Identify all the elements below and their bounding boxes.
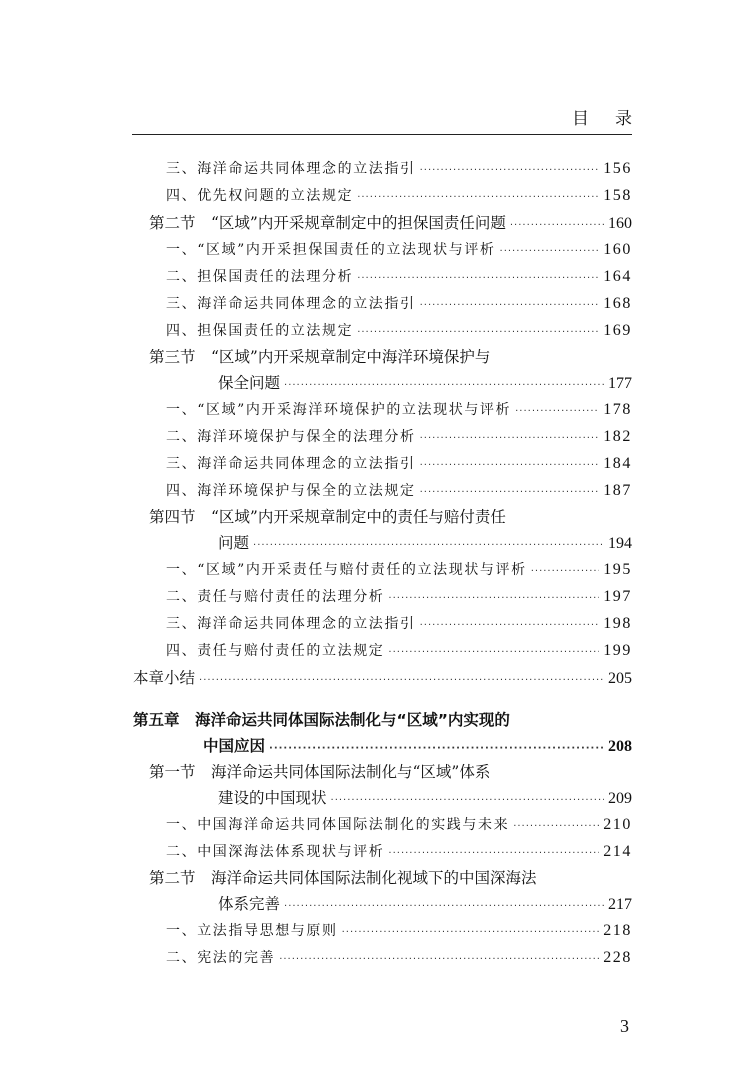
- toc-entry-chapter-line1[interactable]: 第五章 海洋命运共同体国际法制化与“区域”内实现的: [133, 711, 510, 729]
- dot-leader: [388, 641, 599, 665]
- toc-entry-page: 156: [603, 160, 632, 177]
- toc-entry-page: 160: [608, 215, 632, 232]
- toc-entry-title: 四、担保国责任的立法规定: [166, 323, 354, 339]
- dot-leader: [342, 921, 600, 945]
- toc-entry-page: 178: [603, 401, 632, 418]
- dot-leader: [420, 614, 600, 638]
- toc-entry[interactable]: [166, 840, 632, 864]
- toc-entry-title: 四、优先权问题的立法规定: [166, 188, 354, 204]
- toc-entry-section-line1[interactable]: 第四节 “区域”内开采规章制定中的责任与赔付责任: [149, 508, 506, 526]
- dot-leader: [253, 534, 604, 558]
- toc-entry[interactable]: [166, 238, 632, 262]
- toc-entry-page: 218: [603, 922, 632, 939]
- toc-entry-page: 198: [603, 615, 632, 632]
- toc-entry[interactable]: [166, 585, 632, 609]
- toc-entry-title: 一、“区域”内开采担保国责任的立法现状与评析: [166, 242, 496, 258]
- toc-entry-title: 一、立法指导思想与原则: [166, 923, 338, 939]
- dot-leader: [420, 427, 600, 451]
- dot-leader: [531, 560, 599, 584]
- toc-entry-page: 177: [608, 375, 632, 392]
- toc-entry-summary[interactable]: [133, 666, 632, 690]
- dot-leader: [284, 374, 604, 398]
- dot-leader: [513, 815, 599, 839]
- dot-leader: [388, 587, 599, 611]
- toc-entry-title: 二、海洋环境保护与保全的法理分析: [166, 429, 416, 445]
- running-header-title: 目录: [572, 109, 658, 129]
- dot-leader: [515, 400, 599, 424]
- dot-leader: [269, 737, 604, 761]
- toc-entry-section-line2[interactable]: [218, 786, 632, 810]
- toc-entry-title: 一、“区域”内开采海洋环境保护的立法现状与评析: [166, 402, 512, 418]
- toc-entry-section-line1[interactable]: 第三节 “区域”内开采规章制定中海洋环境保护与: [149, 348, 491, 366]
- toc-entry-chapter-line2[interactable]: [203, 734, 632, 758]
- toc-entry[interactable]: [166, 452, 632, 476]
- toc-entry[interactable]: [166, 425, 632, 449]
- toc-entry[interactable]: [166, 184, 632, 208]
- toc-entry-title: 问题: [218, 534, 250, 552]
- toc-entry-page: 184: [603, 455, 632, 472]
- toc-entry[interactable]: [166, 398, 632, 422]
- toc-entry-title: 四、责任与赔付责任的立法规定: [166, 643, 385, 659]
- toc-entry-page: 164: [603, 268, 632, 285]
- dot-leader: [357, 321, 599, 345]
- dot-leader: [420, 481, 600, 505]
- toc-entry-title: 二、中国深海法体系现状与评析: [166, 844, 385, 860]
- toc-entry-page: 194: [608, 535, 632, 552]
- dot-leader: [388, 842, 599, 866]
- toc-entry-section-line1[interactable]: 第二节 海洋命运共同体国际法制化视域下的中国深海法: [149, 869, 537, 887]
- dot-leader: [284, 895, 604, 919]
- toc-entry-title: 二、宪法的完善: [166, 950, 276, 966]
- dot-leader: [331, 789, 604, 813]
- toc-entry-page: 205: [608, 670, 632, 687]
- toc-entry-page: 214: [603, 843, 632, 860]
- toc-entry-page: 158: [603, 187, 632, 204]
- dot-leader: [357, 186, 599, 210]
- toc-entry-title: 一、中国海洋命运共同体国际法制化的实践与未来: [166, 817, 510, 833]
- toc-entry-title: 三、海洋命运共同体理念的立法指引: [166, 296, 416, 312]
- toc-entry-title: 第二节 “区域”内开采规章制定中的担保国责任问题: [149, 214, 506, 232]
- toc-entry[interactable]: [166, 157, 632, 181]
- page-number: 3: [620, 1016, 629, 1036]
- toc-entry[interactable]: [166, 479, 632, 503]
- toc-entry-page: 182: [603, 428, 632, 445]
- toc-entry-title: 本章小结: [133, 669, 196, 687]
- dot-leader: [279, 948, 599, 972]
- toc-entry-section-line2[interactable]: [218, 892, 632, 916]
- dot-leader: [199, 669, 604, 693]
- toc-entry-section-line2[interactable]: [218, 531, 632, 555]
- toc-entry-page: 228: [603, 949, 632, 966]
- toc-entry[interactable]: [166, 813, 632, 837]
- toc-entry-page: 209: [608, 790, 632, 807]
- toc-entry-section-line1[interactable]: 第一节 海洋命运共同体国际法制化与“区域”体系: [149, 763, 491, 781]
- dot-leader: [357, 267, 599, 291]
- dot-leader: [420, 454, 600, 478]
- toc-entry[interactable]: [166, 612, 632, 636]
- toc-entry-title: 一、“区域”内开采责任与赔付责任的立法现状与评析: [166, 562, 527, 578]
- toc-entry-section-line2[interactable]: [218, 371, 632, 395]
- dot-leader: [500, 240, 600, 264]
- toc-entry-section[interactable]: [149, 211, 632, 235]
- toc-entry-title: 三、海洋命运共同体理念的立法指引: [166, 161, 416, 177]
- toc-entry-page: 195: [603, 561, 632, 578]
- dot-leader: [420, 294, 600, 318]
- toc-entry-page: 169: [603, 322, 632, 339]
- toc-entry-title: 保全问题: [218, 374, 281, 392]
- toc-entry-title: 四、海洋环境保护与保全的立法规定: [166, 483, 416, 499]
- toc-entry[interactable]: [166, 265, 632, 289]
- toc-entry-page: 168: [603, 295, 632, 312]
- toc-entry-page: 160: [603, 241, 632, 258]
- dot-leader: [420, 159, 600, 183]
- toc-entry[interactable]: [166, 639, 632, 663]
- toc-entry-title: 建设的中国现状: [218, 789, 327, 807]
- toc-entry[interactable]: [166, 292, 632, 316]
- toc-entry[interactable]: [166, 919, 632, 943]
- toc-entry-title: 三、海洋命运共同体理念的立法指引: [166, 616, 416, 632]
- toc-entry-page: 197: [603, 588, 632, 605]
- toc-entry[interactable]: [166, 558, 632, 582]
- toc-entry-title: 三、海洋命运共同体理念的立法指引: [166, 456, 416, 472]
- toc-entry-page: 199: [603, 642, 632, 659]
- toc-entry-page: 217: [608, 896, 632, 913]
- toc-entry-page: 187: [603, 482, 632, 499]
- toc-entry-page: 208: [608, 738, 632, 755]
- toc-entry-title: 中国应因: [203, 737, 266, 755]
- toc-entry[interactable]: [166, 946, 632, 970]
- toc-entry-title: 二、担保国责任的法理分析: [166, 269, 354, 285]
- toc-entry[interactable]: [166, 319, 632, 343]
- toc-entry-title: 二、责任与赔付责任的法理分析: [166, 589, 385, 605]
- toc-entry-page: 210: [603, 816, 632, 833]
- dot-leader: [510, 214, 604, 238]
- toc-entry-title: 体系完善: [218, 895, 281, 913]
